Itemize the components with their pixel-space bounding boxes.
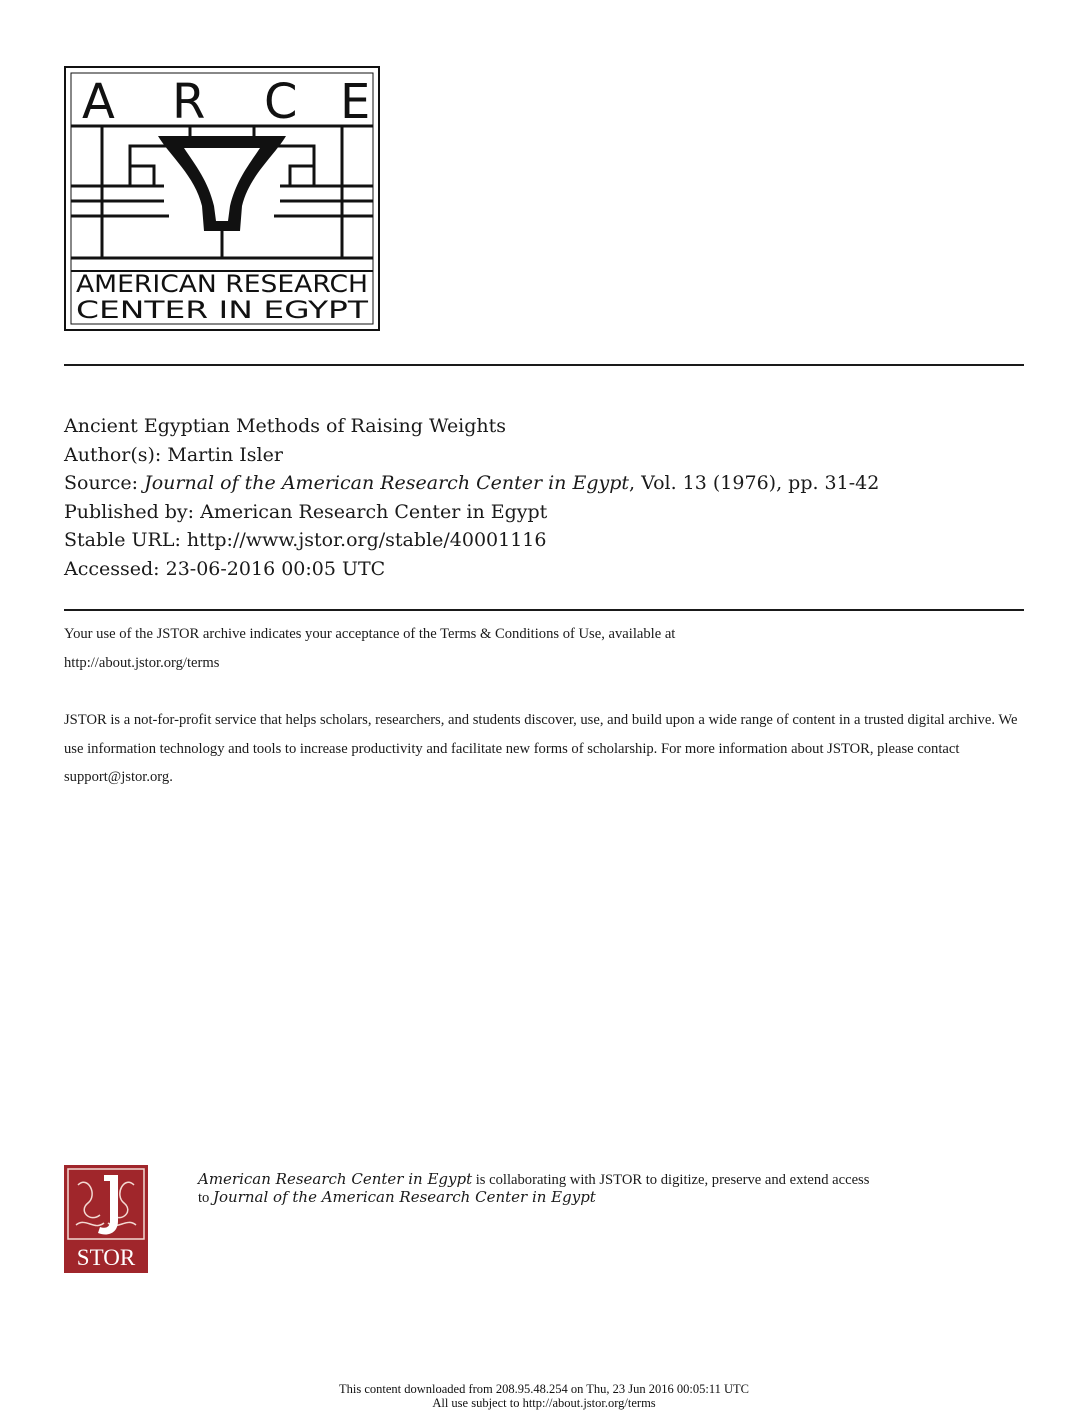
- logo-letter-e: E: [340, 74, 371, 130]
- article-source: Source: Journal of the American Research Center in Egypt, Vol. 13 (1976), pp. 31-42: [64, 472, 880, 495]
- collab-org: American Research Center in Egypt: [198, 1170, 473, 1188]
- article-publisher: Published by: American Research Center in Egypt: [64, 500, 548, 523]
- arce-logo: [64, 66, 380, 331]
- article-accessed: Accessed: 23-06-2016 00:05 UTC: [64, 557, 386, 580]
- article-metadata: [64, 412, 1024, 584]
- collab-journal-link[interactable]: Journal of the American Research Center in Egypt: [213, 1188, 596, 1206]
- divider-top: [64, 364, 1024, 366]
- collab-line1: American Research Center in Egypt is collaborating with JSTOR to digitize, preserve and extend access: [198, 1170, 870, 1188]
- terms-notice: [64, 620, 1029, 677]
- divider-bottom: [64, 609, 1024, 611]
- logo-letter-a: A: [82, 74, 115, 130]
- article-author: Author(s): Martin Isler: [64, 443, 283, 466]
- footer-terms-line: All use subject to http://about.jstor.org/terms: [432, 1396, 656, 1410]
- logo-letter-c: C: [264, 74, 298, 130]
- stable-url-link[interactable]: http://www.jstor.org/stable/40001116: [186, 529, 547, 552]
- jstor-logo-text: STOR: [76, 1245, 136, 1270]
- logo-letter-r: R: [172, 74, 206, 130]
- journal-link[interactable]: Journal of the American Research Center in Egypt: [144, 472, 630, 495]
- collab-line2: to Journal of the American Research Center in Egypt: [198, 1188, 596, 1206]
- footer-download-line: This content downloaded from 208.95.48.254 on Thu, 23 Jun 2016 00:05:11 UTC: [338, 1382, 750, 1396]
- terms-link[interactable]: http://about.jstor.org/terms: [64, 654, 220, 671]
- logo-line2: CENTER IN EGYPT: [76, 296, 369, 324]
- article-stable-url: Stable URL: http://www.jstor.org/stable/40001116: [64, 529, 547, 552]
- article-title: Ancient Egyptian Methods of Raising Weights: [64, 415, 507, 437]
- jstor-logo: [64, 1165, 148, 1273]
- terms-line1: Your use of the JSTOR archive indicates your acceptance of the Terms & Conditions of Use, available at: [64, 626, 676, 642]
- logo-line1: AMERICAN RESEARCH: [76, 270, 368, 298]
- jstor-description: JSTOR is a not-for-profit service that helps scholars, researchers, and students discover, use, and build upon a wide range of content in a trusted digital archive. We use information technology and tools to increase productivity and facilitate new forms of scholarship. For more information about JSTOR, please contact support@jstor.org.: [64, 712, 1018, 785]
